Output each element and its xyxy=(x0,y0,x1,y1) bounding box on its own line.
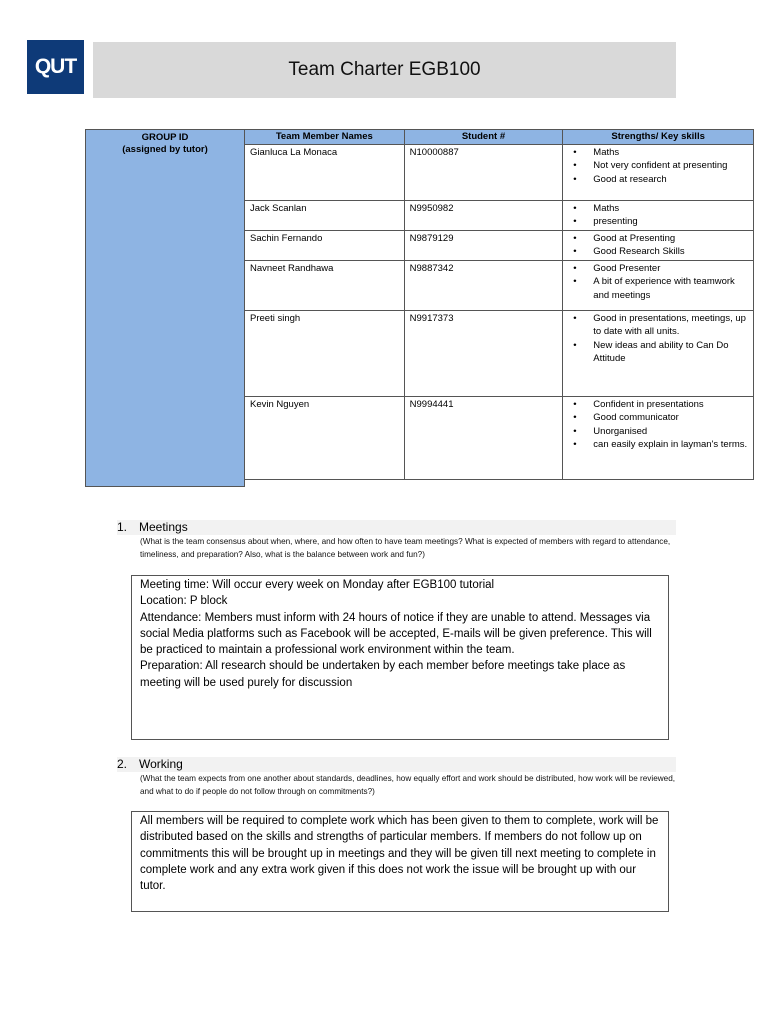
skill-item: • Good Presenter xyxy=(568,262,748,276)
student-number: N9887342 xyxy=(404,260,563,310)
skill-item: • Good in presentations, meetings, up to date with all units. xyxy=(568,312,748,339)
skill-item: • can easily explain in layman's terms. xyxy=(568,438,748,452)
skills-cell xyxy=(563,144,754,200)
student-number: N9994441 xyxy=(404,396,563,479)
working-text: All members will be required to complete work which has been given to them to complete, work will be distributed based on the skills and strengths of particular members. If members do not follow up on commitments this will be brought up in meetings and they will be given till next meeting to complete in complete work and any extra work given if this does not work the issue will be brought up with our tutor. xyxy=(140,815,659,893)
student-number: N9950982 xyxy=(404,200,563,230)
header-strengths: Strengths/ Key skills xyxy=(563,130,754,145)
skills-cell xyxy=(563,310,754,396)
meetings-heading xyxy=(117,520,676,535)
skill-item: • Good communicator xyxy=(568,411,748,425)
logo-text: QUT xyxy=(34,55,77,78)
table-row xyxy=(245,200,754,230)
working-title: Working xyxy=(139,757,183,771)
skill-item: • Good Research Skills xyxy=(568,245,748,259)
table-row xyxy=(245,310,754,396)
skill-item: • Unorganised xyxy=(568,425,748,439)
meetings-number: 1. xyxy=(117,520,128,534)
meetings-response-box xyxy=(131,575,669,740)
member-name: Preeti singh xyxy=(245,310,405,396)
skill-item: • Not very confident at presenting xyxy=(568,159,748,173)
student-number: N10000887 xyxy=(404,144,563,200)
meeting-attendance: Attendance: Members must inform with 24 hours of notice if they are unable to attend. Messages via social Media platforms such as Facebook will be accepted, E-mails will be given preference. This will be practiced to maintain a professional work environment within the team. xyxy=(140,611,652,657)
skill-item: • Maths xyxy=(568,202,748,216)
header-names: Team Member Names xyxy=(245,130,405,145)
working-response-box xyxy=(131,811,669,912)
skills-cell xyxy=(563,396,754,479)
table-row xyxy=(245,144,754,200)
member-name: Sachin Fernando xyxy=(245,230,405,260)
member-name: Gianluca La Monaca xyxy=(245,144,405,200)
skills-cell xyxy=(563,200,754,230)
working-heading xyxy=(117,757,676,772)
meeting-location: Location: P block xyxy=(140,595,228,608)
skills-cell xyxy=(563,230,754,260)
table-row xyxy=(245,260,754,310)
table-row xyxy=(245,230,754,260)
header-student-number: Student # xyxy=(404,130,563,145)
member-name: Navneet Randhawa xyxy=(245,260,405,310)
member-name: Kevin Nguyen xyxy=(245,396,405,479)
group-id-label: GROUP ID xyxy=(141,132,189,143)
member-name: Jack Scanlan xyxy=(245,200,405,230)
group-id-sublabel: (assigned by tutor) xyxy=(122,144,208,155)
skill-item: • A bit of experience with teamwork and meetings xyxy=(568,275,748,302)
skill-item: • Good at research xyxy=(568,173,748,187)
title-bar xyxy=(93,42,676,98)
skill-item: • presenting xyxy=(568,215,748,229)
student-number: N9879129 xyxy=(404,230,563,260)
skill-item: • Good at Presenting xyxy=(568,232,748,246)
qut-logo xyxy=(27,40,84,94)
skills-cell xyxy=(563,260,754,310)
team-members-table xyxy=(244,129,754,480)
skill-item: • Confident in presentations xyxy=(568,398,748,412)
student-number: N9917373 xyxy=(404,310,563,396)
meeting-time: Meeting time: Will occur every week on Monday after EGB100 tutorial xyxy=(140,579,495,591)
skill-item: • Maths xyxy=(568,146,748,160)
meetings-title: Meetings xyxy=(139,520,188,534)
table-row xyxy=(245,396,754,479)
skill-item: • New ideas and ability to Can Do Attitude xyxy=(568,339,748,366)
document-title: Team Charter EGB100 xyxy=(288,59,481,80)
meeting-preparation: Preparation: All research should be undertaken by each member before meetings take place as meeting will be used purely for discussion xyxy=(140,660,626,689)
group-id-panel xyxy=(85,129,245,487)
working-prompt: (What the team expects from one another about standards, deadlines, how equally effort and work should be distributed, how work will be reviewed, and what to do if people do not follow through on commitments?) xyxy=(140,774,676,796)
table-header-row xyxy=(245,130,754,145)
meetings-prompt: (What is the team consensus about when, where, and how often to have team meetings? What is expected of members with regard to attendance, timeliness, and preparation? Also, what is the balance between work and fun?) xyxy=(140,537,671,559)
working-number: 2. xyxy=(117,757,128,771)
